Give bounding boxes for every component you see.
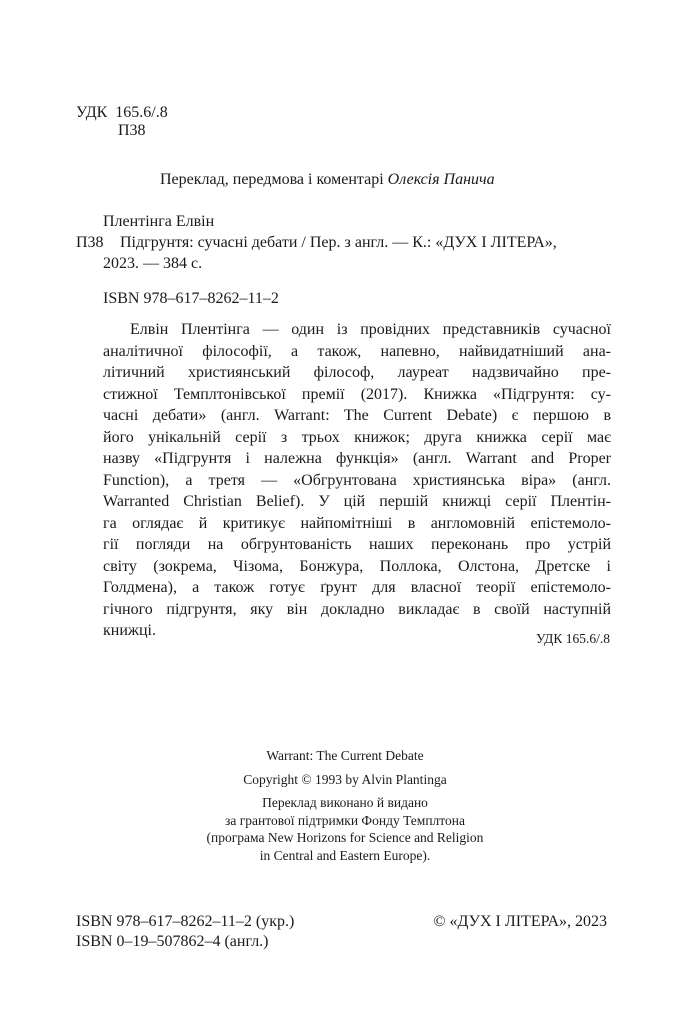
abstract-line: аналітичної філософії, а також, напевно, найвидатніший ана- [103,342,611,360]
abstract-line: стижної Темплтонівської премії (2017). Книжка «Підгрунтя: су- [103,385,611,403]
abstract-line: його унікальній серії з трьох книжок; друга книжка серії має [103,428,611,446]
udk-label [76,103,168,123]
abstract-line: Warranted Christian Belief). У цій першій книжці серії Плентін- [103,493,611,510]
isbn-ukr: ISBN 978–617–8262–11–2 (укр.) [76,913,295,930]
abstract-line: книжці. [103,622,156,639]
original-edition-block [180,747,510,864]
catalog-isbn: ISBN 978–617–8262–11–2 [103,290,279,307]
translation-credit [160,170,495,190]
abstract-line: часні дебати» (англ. Warrant: The Current Debate) є першою в [103,407,611,424]
grant-line: Переклад виконано й видано [262,795,428,810]
original-copyright: Copyright © 1993 by Alvin Plantinga [243,771,447,787]
grant-line: за грантової підтримки Фонду Темплтона [225,812,465,828]
catalog-author: Плентінга Елвін [103,213,215,230]
grant-line: (програма New Horizons for Science and Religion [206,830,484,845]
abstract-line: Елвін Плентінга — один із провідних представників сучасної [130,321,611,338]
original-title: Warrant: The Current Debate [266,748,424,763]
abstract-line: Голдмена), а також готує ґрунт для власної теорії епістемоло- [103,579,611,596]
catalog-pub-line: 2023. — 384 с. [103,255,203,272]
abstract-paragraph [103,319,611,642]
udk-bottom: УДК 165.6/.8 [535,631,610,646]
abstract-line: світу (зокрема, Чізома, Бонжура, Поллока, Олстона, Дретске і [103,557,611,575]
abstract-line: гічного підгрунтя, яку він докладно викладає в своїй наступній [103,600,611,618]
abstract-line: Function), а третя — «Обгрунтована християнська віра» (англ. [103,471,611,489]
catalog-sign: П38 [76,234,104,251]
udk-label-text: УДК [76,104,108,121]
udk-code: 165.6/.8 [115,104,168,121]
catalog-title-line: Підгрунтя: сучасні дебати / Пер. з англ. — К.: «ДУХ І ЛІТЕРА», [120,234,557,251]
grant-line: in Central and Eastern Europe). [259,847,431,863]
translator-name: Олексія Панича [387,171,495,188]
author-sign-top: П38 [118,122,146,139]
abstract-line: гії погляди на обгрунтованість наших переконань про устрій [103,536,611,553]
translation-credit-text: Переклад, передмова і коментарі [160,171,388,188]
abstract-line: га оглядає й критикує найпомітніші в англомовній епістемоло- [103,514,611,532]
abstract-line: літичний християнський філософ, лауреат надзвичайно пре- [103,364,611,381]
publisher-copyright: © «ДУХ І ЛІТЕРА», 2023 [433,913,607,930]
isbn-eng: ISBN 0–19–507862–4 (англ.) [76,933,269,950]
abstract-line: назву «Підгрунтя і належна функція» (англ. Warrant and Proper [103,450,611,467]
